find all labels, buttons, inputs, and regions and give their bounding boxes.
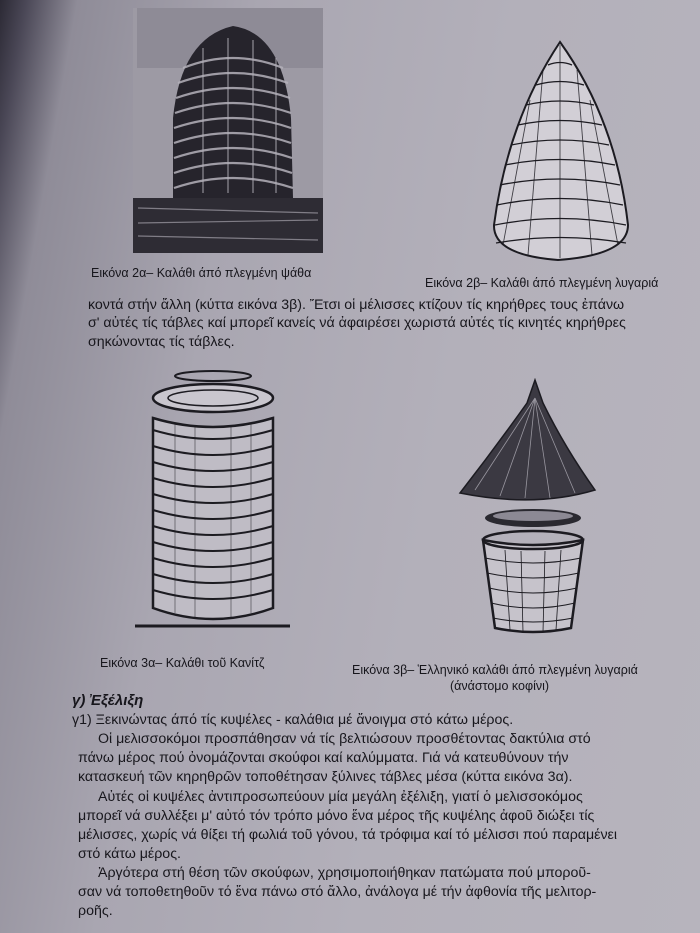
figure-3a-kanitz-basket — [135, 368, 290, 633]
figure-3a-caption: Εικόνα 3α– Καλάθι τοῦ Κανίτζ — [100, 656, 265, 670]
figure-2a-straw-basket — [133, 8, 323, 253]
body-line-1: Οἱ μελισσοκόμοι προσπάθησαν νά τίς βελτιώσουν προσθέτοντας δακτύλια στό — [98, 731, 591, 747]
body-line-8: Ἀργότερα στή θέση τῶν σκούφων, χρησιμοποιήθηκαν πατώματα πού μποροῦ- — [98, 865, 591, 881]
body-line-10: ροῆς. — [78, 903, 113, 919]
intro-line-3: σηκώνοντας τίς τάβλες. — [88, 334, 235, 350]
figure-2b-wicker-cone — [488, 40, 633, 265]
body-line-3: κατασκευή τῶν κηρηθρῶν τοποθέτησαν ξύλινες τάβλες μέσα (κύττα εικόνα 3α). — [78, 769, 573, 785]
intro-line-2: σ' αὐτές τίς τάβλες καί μπορεῖ κανείς νά ἀφαιρέσει χωριστά αὐτές τίς κινητές κηρήθρες — [88, 315, 626, 331]
figure-2b-caption: Εικόνα 2β– Καλάθι άπό πλεγμένη λυγαριά — [425, 276, 659, 290]
figure-3b-greek-basket — [455, 378, 600, 638]
body-line-2: πάνω μέρος πού ὀνομάζονται σκούφοι καί καλύμματα. Γιά νά κατευθύνουν τήν — [78, 750, 569, 766]
body-line-4: Αὐτές οἱ κυψέλες ἀντιπροσωπεύουν μία μεγάλη ἐξέλιξη, γιατί ὁ μελισσοκόμος — [98, 789, 583, 805]
body-line-9: σαν νά τοποθετηθοῦν τό ἕνα πάνω στό ἄλλο, ἀνάλογα μέ τήν ἀφθονία τῆς μελιτορ- — [78, 884, 597, 900]
subsection-line: γ1) Ξεκινώντας άπό τίς κυψέλες - καλάθια μέ ἄνοιγμα στό κάτω μέρος. — [72, 712, 514, 728]
figure-3b-caption-line-2: (άνάστομο κοφίνι) — [450, 679, 550, 693]
body-line-7: στό κάτω μέρος. — [78, 846, 181, 862]
figure-3b-caption-line-1: Εικόνα 3β– Ἑλληνικό καλάθι άπό πλεγμένη λυγαριά — [352, 663, 638, 677]
figure-2a-caption: Εικόνα 2α– Καλάθι άπό πλεγμένη ψάθα — [91, 266, 312, 280]
body-line-6: μέλισσες, χωρίς νά θίξει τή φωλιά τοῦ γόνου, τά τρόφιμα καί τό μέλισσι πού παραμένει — [78, 827, 618, 843]
body-line-5: μπορεῖ νά συλλέξει μ' αὐτό τόν τρόπο μόνο ἕνα μέρος τῆς κυψέλης ἀφοῦ διώξει τίς — [78, 808, 595, 824]
intro-line-1: κοντά στήν ἄλλη (κύττα εικόνα 3β). Ἔτσι οἱ μέλισσες κτίζουν τίς κηρήθρες τους ἐπάνω — [88, 297, 625, 313]
section-heading: γ) Ἐξέλιξη — [72, 692, 144, 709]
